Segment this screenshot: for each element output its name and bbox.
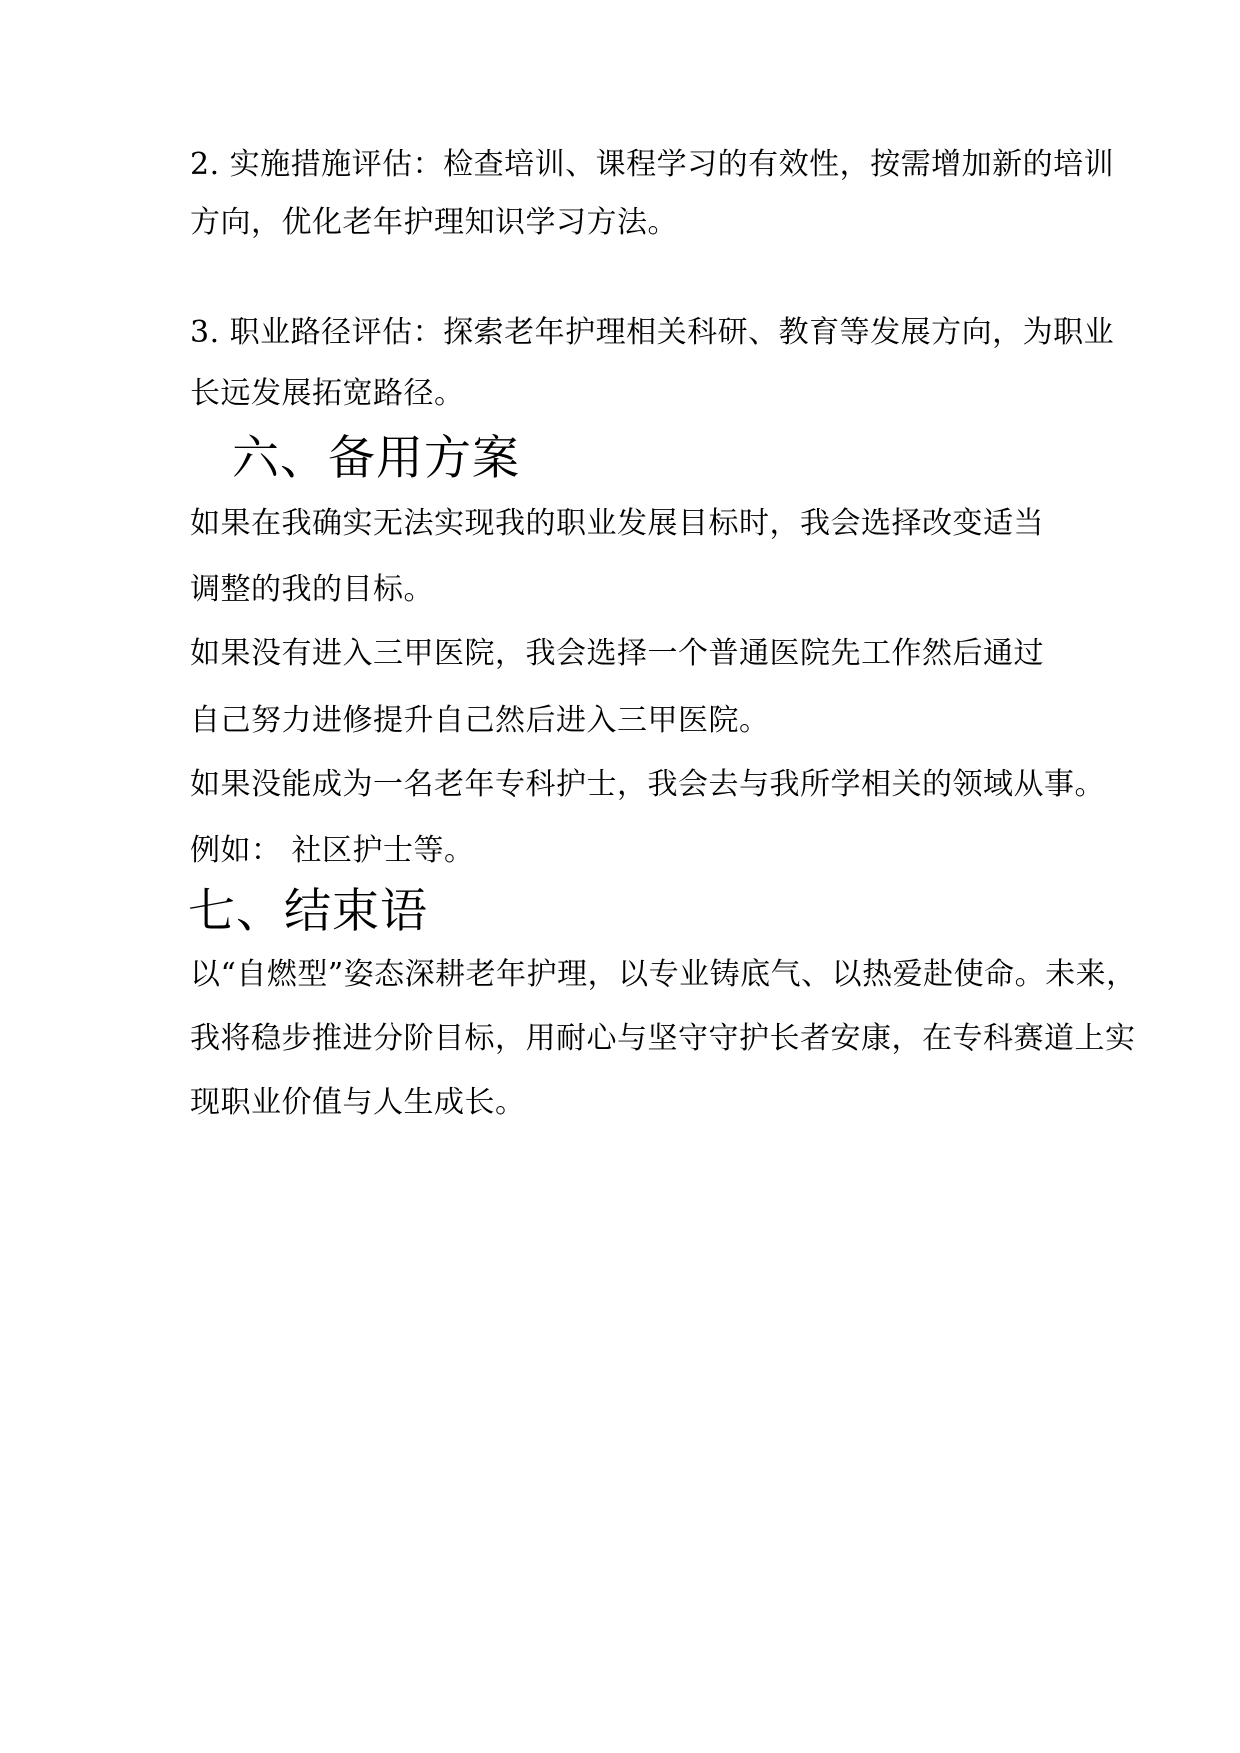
conclusion-line: 我将稳步推进分阶目标，用耐心与坚守守护长者安康，在专科赛道上实 — [190, 1021, 1136, 1056]
evaluation-item-2-line-2: 方向，优化老年护理知识学习方法。 — [190, 205, 678, 240]
backup-plan-line: 如果在我确实无法实现我的职业发展目标时，我会选择改变适当 — [190, 506, 1044, 541]
evaluation-item-3-line-2: 长远发展拓宽路径。 — [190, 376, 465, 411]
backup-plan-line: 调整的我的目标。 — [190, 572, 434, 607]
conclusion-line: 现职业价值与人生成长。 — [190, 1085, 526, 1120]
conclusion-heading: 七、结束语 — [188, 884, 428, 939]
backup-plan-heading: 六、备用方案 — [232, 431, 520, 486]
backup-plan-line: 自己努力进修提升自己然后进入三甲医院。 — [190, 703, 770, 738]
conclusion-line: 以“自燃型”姿态深耕老年护理，以专业铸底气、以热爱赴使命。未来， — [190, 957, 1137, 992]
evaluation-item-2-line-1: 2. 实施措施评估：检查培训、课程学习的有效性，按需增加新的培训 — [190, 147, 1115, 182]
backup-plan-line: 如果没有进入三甲医院，我会选择一个普通医院先工作然后通过 — [190, 636, 1044, 671]
backup-plan-line: 例如： 社区护士等。 — [190, 833, 475, 868]
backup-plan-line: 如果没能成为一名老年专科护士，我会去与我所学相关的领域从事。 — [190, 767, 1105, 802]
evaluation-item-3-line-1: 3. 职业路径评估：探索老年护理相关科研、教育等发展方向，为职业 — [190, 315, 1115, 350]
